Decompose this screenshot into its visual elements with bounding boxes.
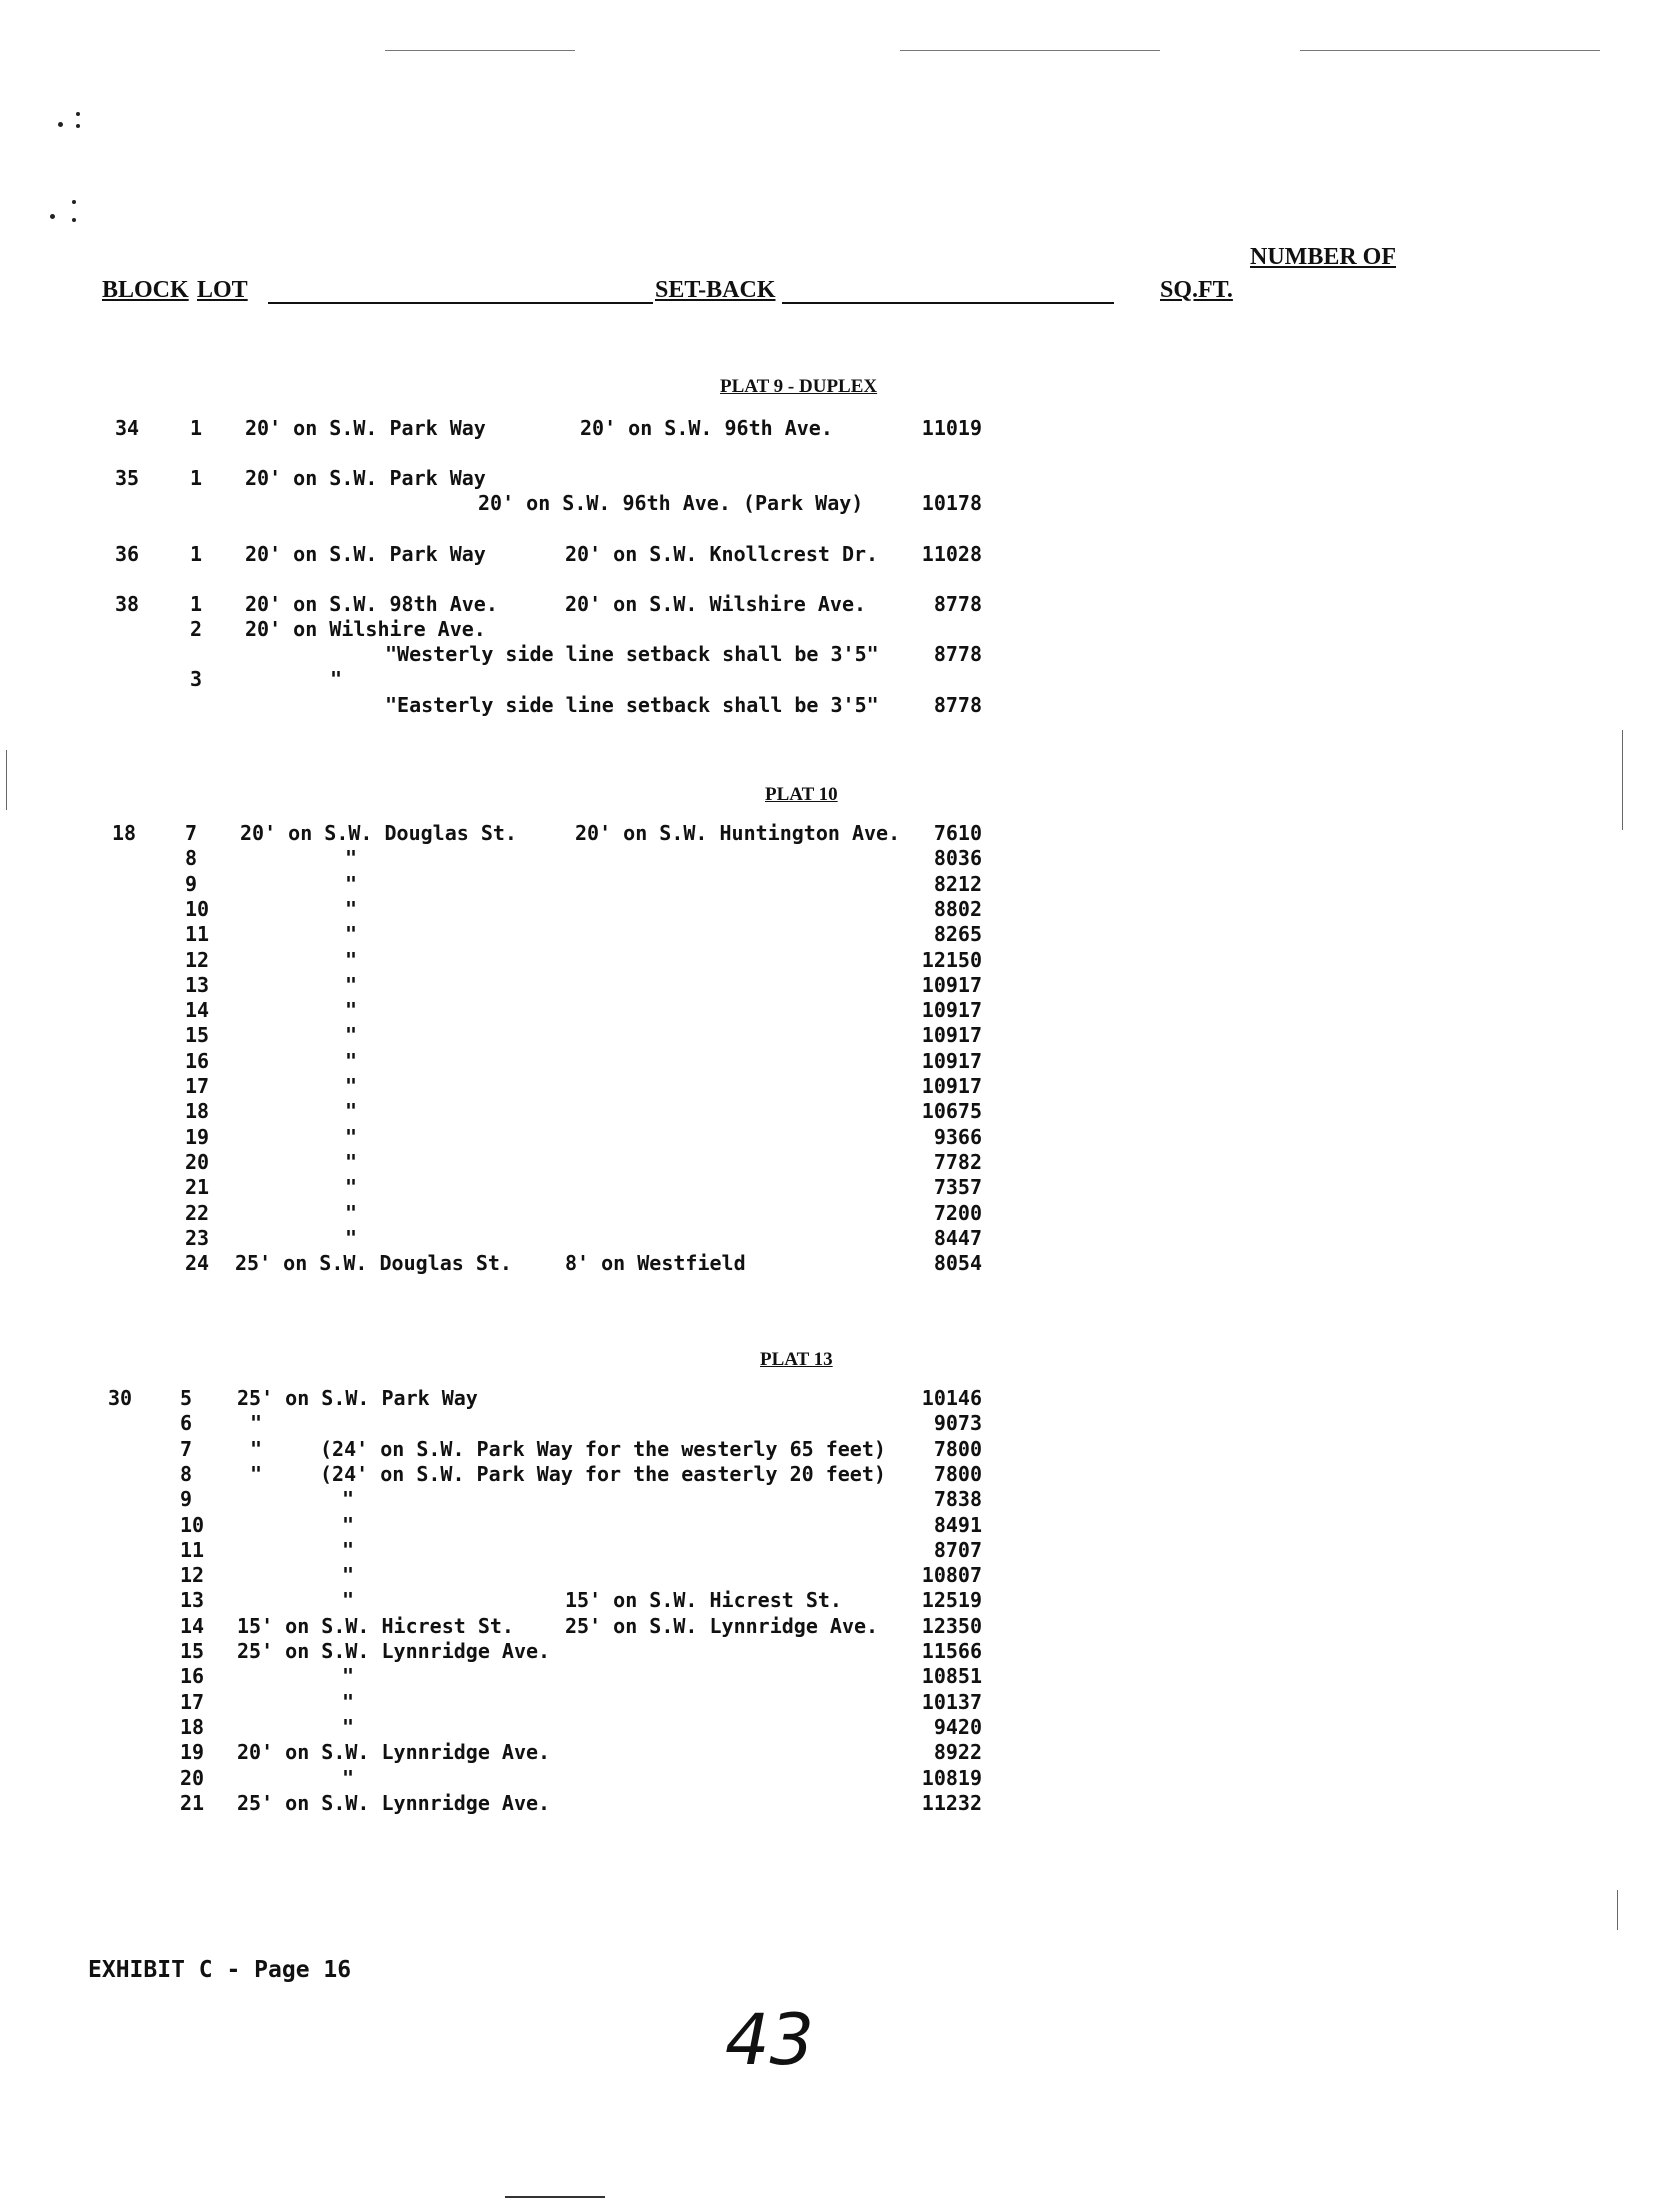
scan-vline [6,750,7,810]
sqft-cell: 10917 [921,1023,982,1047]
setback-secondary: "Westerly side line setback shall be 3'5" [385,642,879,666]
lot-cell: 12 [185,948,210,972]
setback-primary: " [250,1411,263,1435]
lot-cell: 13 [185,973,210,997]
sqft-cell: 9420 [933,1715,982,1739]
setback-secondary: 20' on S.W. 96th Ave. (Park Way) [478,491,864,515]
setback-primary: " [330,667,343,691]
sqft-cell: 10819 [921,1766,982,1790]
sqft-cell: 7610 [933,821,982,845]
setback-primary: " [342,1588,355,1612]
lot-cell: 21 [185,1175,210,1199]
lot-cell: 11 [185,922,210,946]
setback-primary: 20' on S.W. Park Way [245,416,486,440]
sqft-cell: 8778 [933,642,982,666]
scan-vline [1622,730,1623,830]
setback-primary: 15' on S.W. Hicrest St. [237,1614,514,1638]
block-cell: 38 [115,592,140,616]
setback-primary: " [250,1462,263,1486]
setback-primary: 25' on S.W. Lynnridge Ave. [237,1639,551,1663]
setback-primary: " [345,1049,358,1073]
sqft-cell: 8778 [933,693,982,717]
setback-primary: " [345,1023,358,1047]
lot-cell: 16 [180,1664,205,1688]
sqft-cell: 11232 [921,1791,982,1815]
lot-cell: 9 [180,1487,193,1511]
scan-dash [385,50,575,51]
sqft-cell: 10146 [921,1386,982,1410]
lot-cell: 7 [185,821,198,845]
header-rule-right [782,302,1114,304]
sqft-cell: 7838 [933,1487,982,1511]
lot-cell: 12 [180,1563,205,1587]
scan-speck [76,112,80,116]
sqft-cell: 8707 [933,1538,982,1562]
sqft-cell: 10178 [921,491,982,515]
setback-primary: 20' on S.W. Park Way [245,466,486,490]
sqft-cell: 10917 [921,973,982,997]
setback-primary: " [342,1487,355,1511]
header-sq-ft: SQ.FT. [1160,277,1233,303]
lot-cell: 21 [180,1791,205,1815]
sqft-cell: 12150 [921,948,982,972]
sqft-cell: 12519 [921,1588,982,1612]
lot-cell: 9 [185,872,198,896]
block-cell: 18 [112,821,137,845]
sqft-cell: 10851 [921,1664,982,1688]
block-cell: 35 [115,466,140,490]
lot-cell: 10 [185,897,210,921]
setback-primary: 20' on S.W. Park Way [245,542,486,566]
scan-dash [900,50,1160,51]
setback-primary: 25' on S.W. Park Way [237,1386,478,1410]
sqft-cell: 9366 [933,1125,982,1149]
setback-primary: " [345,1125,358,1149]
setback-primary: 25' on S.W. Douglas St. [235,1251,512,1275]
scan-dash [505,2196,605,2198]
setback-primary: " [345,1099,358,1123]
setback-secondary: 20' on S.W. Knollcrest Dr. [565,542,879,566]
block-cell: 34 [115,416,140,440]
sqft-cell: 8054 [933,1251,982,1275]
setback-secondary: (24' on S.W. Park Way for the easterly 20 feet) [320,1462,886,1486]
sqft-cell: 8212 [933,872,982,896]
setback-secondary: 20' on S.W. Wilshire Ave. [565,592,867,616]
lot-cell: 8 [185,846,198,870]
header-lot: LOT [197,277,248,303]
section-title: PLAT 9 - DUPLEX [720,376,878,397]
setback-primary: 20' on S.W. Lynnridge Ave. [237,1740,551,1764]
lot-cell: 14 [185,998,210,1022]
lot-cell: 18 [185,1099,210,1123]
setback-primary: " [345,998,358,1022]
setback-primary: " [345,846,358,870]
setback-secondary: "Easterly side line setback shall be 3'5" [385,693,879,717]
lot-cell: 18 [180,1715,205,1739]
lot-cell: 15 [180,1639,205,1663]
lot-cell: 14 [180,1614,205,1638]
setback-secondary: 15' on S.W. Hicrest St. [565,1588,842,1612]
lot-cell: 3 [190,667,203,691]
lot-cell: 8 [180,1462,193,1486]
sqft-cell: 10917 [921,998,982,1022]
setback-primary: " [345,948,358,972]
setback-primary: " [342,1538,355,1562]
lot-cell: 24 [185,1251,210,1275]
setback-secondary: 20' on S.W. 96th Ave. [580,416,833,440]
setback-primary: " [342,1513,355,1537]
setback-primary: " [345,973,358,997]
sqft-cell: 8491 [933,1513,982,1537]
lot-cell: 11 [180,1538,205,1562]
sqft-cell: 8922 [933,1740,982,1764]
sqft-cell: 8778 [933,592,982,616]
setback-primary: " [342,1715,355,1739]
header-rule-left [268,302,653,304]
sqft-cell: 11019 [921,416,982,440]
lot-cell: 17 [180,1690,205,1714]
setback-primary: " [345,1074,358,1098]
sqft-cell: 10917 [921,1049,982,1073]
setback-primary: " [345,897,358,921]
scan-speck [72,218,76,222]
setback-primary: " [342,1563,355,1587]
lot-cell: 1 [190,592,203,616]
block-cell: 30 [108,1386,133,1410]
setback-secondary: 25' on S.W. Lynnridge Ave. [565,1614,879,1638]
sqft-cell: 10917 [921,1074,982,1098]
setback-secondary: (24' on S.W. Park Way for the westerly 65 feet) [320,1437,886,1461]
setback-primary: " [345,1201,358,1225]
scan-speck [50,214,55,219]
setback-primary: " [342,1766,355,1790]
setback-primary: 20' on S.W. Douglas St. [240,821,517,845]
setback-primary: " [345,872,358,896]
sqft-cell: 10807 [921,1563,982,1587]
setback-primary: " [345,1175,358,1199]
setback-primary: " [342,1664,355,1688]
lot-cell: 1 [190,466,203,490]
lot-cell: 7 [180,1437,193,1461]
lot-cell: 23 [185,1226,210,1250]
sqft-cell: 10137 [921,1690,982,1714]
header-setback: SET-BACK [655,277,776,303]
handwritten-page-number: 43 [725,1999,815,2081]
setback-primary: " [250,1437,263,1461]
header-block: BLOCK [102,277,189,303]
sqft-cell: 7782 [933,1150,982,1174]
setback-primary: " [345,922,358,946]
sqft-cell: 10675 [921,1099,982,1123]
setback-secondary: 8' on Westfield [565,1251,746,1275]
scan-dash [1300,50,1600,51]
scan-speck [76,124,80,128]
section-title: PLAT 10 [765,784,838,805]
sqft-cell: 11566 [921,1639,982,1663]
lot-cell: 13 [180,1588,205,1612]
setback-primary: " [345,1150,358,1174]
setback-primary: 20' on S.W. 98th Ave. [245,592,498,616]
setback-secondary: 20' on S.W. Huntington Ave. [575,821,901,845]
lot-cell: 1 [190,542,203,566]
sqft-cell: 8802 [933,897,982,921]
scan-vline [1617,1890,1618,1930]
lot-cell: 1 [190,416,203,440]
section-title: PLAT 13 [760,1349,833,1370]
sqft-cell: 7200 [933,1201,982,1225]
sqft-cell: 7800 [933,1462,982,1486]
sqft-cell: 9073 [933,1411,982,1435]
lot-cell: 19 [180,1740,205,1764]
setback-primary: " [342,1690,355,1714]
lot-cell: 19 [185,1125,210,1149]
lot-cell: 6 [180,1411,193,1435]
sqft-cell: 7357 [933,1175,982,1199]
sqft-cell: 7800 [933,1437,982,1461]
setback-primary: " [345,1226,358,1250]
setback-primary: 20' on Wilshire Ave. [245,617,486,641]
setback-primary: 25' on S.W. Lynnridge Ave. [237,1791,551,1815]
lot-cell: 10 [180,1513,205,1537]
lot-cell: 20 [185,1150,210,1174]
block-cell: 36 [115,542,140,566]
lot-cell: 20 [180,1766,205,1790]
sqft-cell: 8265 [933,922,982,946]
lot-cell: 2 [190,617,203,641]
sqft-cell: 8036 [933,846,982,870]
scan-speck [72,200,76,204]
sqft-cell: 8447 [933,1226,982,1250]
lot-cell: 16 [185,1049,210,1073]
sqft-cell: 12350 [921,1614,982,1638]
lot-cell: 5 [180,1386,193,1410]
lot-cell: 15 [185,1023,210,1047]
lot-cell: 17 [185,1074,210,1098]
sqft-cell: 11028 [921,542,982,566]
exhibit-label: EXHIBIT C - Page 16 [88,1957,352,1983]
lot-cell: 22 [185,1201,210,1225]
scan-speck [58,122,63,127]
header-number-of: NUMBER OF [1250,244,1396,270]
